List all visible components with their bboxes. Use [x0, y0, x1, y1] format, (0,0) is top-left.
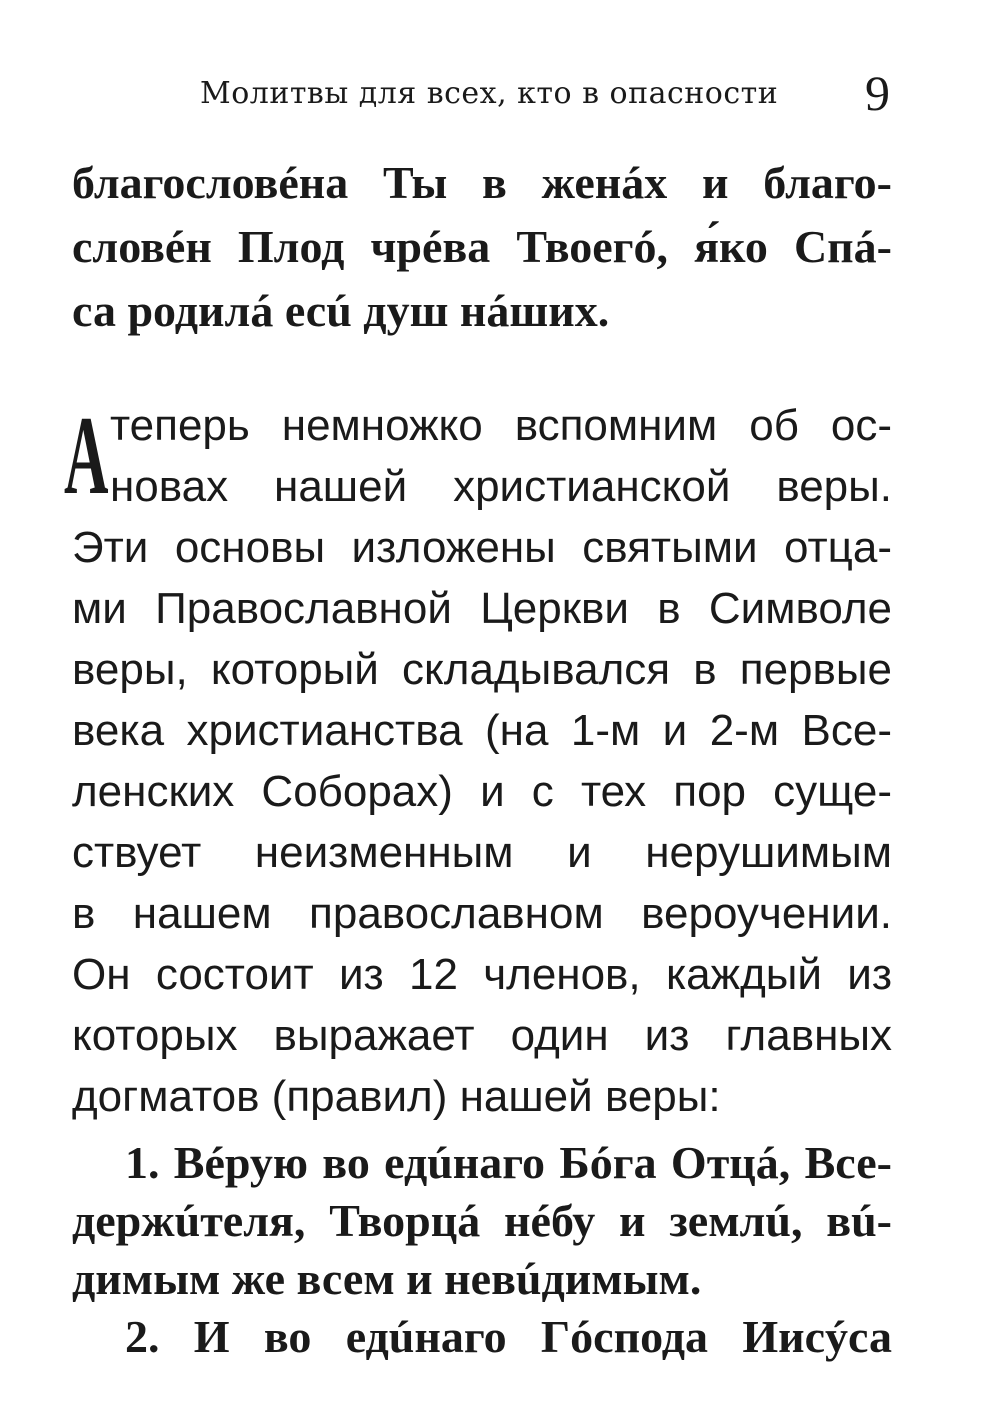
- paragraph-line-6: века христианства (на 1-м и 2-м Все-: [72, 706, 892, 755]
- creed-line-1: 1. Вéрую во едúнаго Бóга Отцá, Все-: [125, 1137, 892, 1188]
- paragraph-line-10: Он состоит из 12 членов, каждый из: [72, 950, 892, 999]
- paragraph-line-1: теперь немножко вспомним об ос-: [110, 401, 892, 450]
- paragraph-line-12: догматов (правил) нашей веры:: [72, 1072, 721, 1121]
- paragraph-line-2: новах нашей христианской веры.: [110, 462, 892, 511]
- page-number: 9: [865, 65, 890, 121]
- paragraph-line-9: в нашем православном вероучении.: [72, 889, 892, 938]
- drop-cap: А: [64, 394, 109, 518]
- creed-line-4: 2. И во едúнаго Гóспода Иисýса: [125, 1311, 892, 1362]
- paragraph-line-3: Эти основы изложены святыми отца-: [72, 523, 892, 572]
- paragraph-line-8: ствует неизменным и нерушимым: [72, 828, 892, 877]
- prayer-line-3: са родилá есú душ нáших.: [72, 285, 610, 336]
- paragraph-line-11: которых выражает один из главных: [72, 1011, 892, 1060]
- creed-line-3: димым же всем и невúдимым.: [72, 1253, 702, 1304]
- prayer-line-1: благословéна Ты в женáх и благо-: [72, 157, 892, 208]
- paragraph-line-4: ми Православной Церкви в Символе: [72, 584, 892, 633]
- running-header-title: Молитвы для всех, кто в опасности: [200, 76, 779, 111]
- running-header: [190, 66, 890, 126]
- paragraph-line-5: веры, который складывался в первые: [72, 645, 892, 694]
- creed-line-2: держúтеля, Творцá нéбу и землú, вú-: [72, 1195, 892, 1246]
- paragraph-line-7: ленских Соборах) и с тех пор суще-: [72, 767, 892, 816]
- prayer-line-2: словéн Плод чрéва Твоегó, я́ко Спá-: [72, 221, 892, 272]
